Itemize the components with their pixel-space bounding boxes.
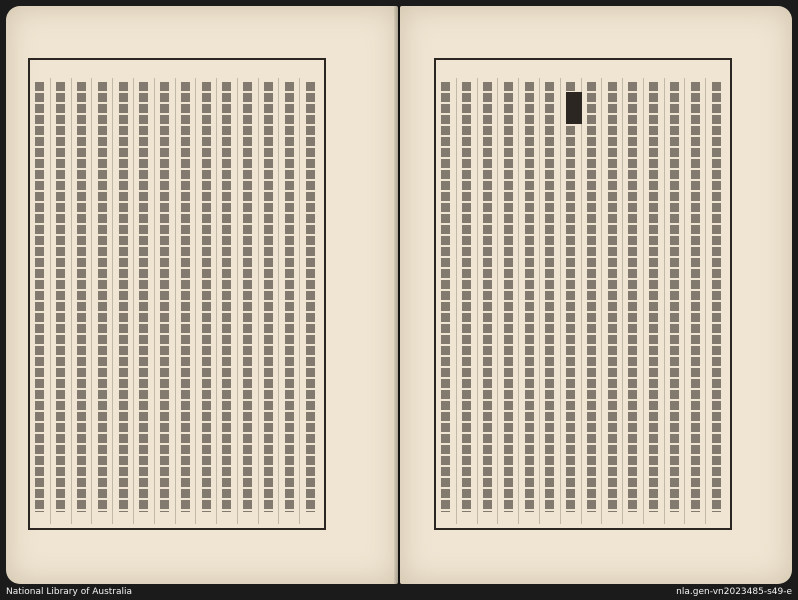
column-number [498, 64, 519, 76]
text-column [299, 78, 320, 524]
column-number [196, 64, 217, 76]
column-number [175, 64, 196, 76]
text-column [258, 78, 279, 524]
column-number [216, 64, 237, 76]
text-column [216, 78, 237, 524]
text-column [622, 78, 643, 524]
margin-heading [732, 62, 792, 532]
column-number [30, 64, 51, 76]
text-column [50, 78, 71, 524]
column-number [540, 64, 561, 76]
column-number [643, 64, 664, 76]
right-page [400, 6, 792, 584]
column-number [51, 64, 72, 76]
text-column [560, 78, 581, 524]
column-number [154, 64, 175, 76]
column-numbers [436, 64, 726, 76]
column-number [622, 64, 643, 76]
text-column [195, 78, 216, 524]
left-page [6, 6, 398, 584]
text-column [477, 78, 498, 524]
column-number [92, 64, 113, 76]
text-column [175, 78, 196, 524]
column-number [258, 64, 279, 76]
text-column [518, 78, 539, 524]
column-number [279, 64, 300, 76]
column-number [113, 64, 134, 76]
text-column [581, 78, 602, 524]
book-spread [6, 6, 792, 584]
text-column [643, 78, 664, 524]
column-number [664, 64, 685, 76]
column-number [560, 64, 581, 76]
body-text-columns [436, 78, 726, 524]
text-column [705, 78, 726, 524]
column-number [436, 64, 457, 76]
text-column [112, 78, 133, 524]
text-column [497, 78, 518, 524]
body-text-columns [30, 78, 320, 524]
text-column [91, 78, 112, 524]
text-column [154, 78, 175, 524]
text-column [601, 78, 622, 524]
column-number [299, 64, 320, 76]
column-number [134, 64, 155, 76]
text-column [133, 78, 154, 524]
text-column [237, 78, 258, 524]
text-column [30, 78, 50, 524]
column-numbers [30, 64, 320, 76]
column-number [581, 64, 602, 76]
column-number [477, 64, 498, 76]
column-number [71, 64, 92, 76]
column-number [705, 64, 726, 76]
text-column [71, 78, 92, 524]
column-number [237, 64, 258, 76]
catalog-id: nla.gen-vn2023485-s49-e [676, 587, 792, 597]
library-credit: National Library of Australia [6, 587, 133, 597]
text-column [436, 78, 456, 524]
text-column [278, 78, 299, 524]
margin-heading [328, 62, 388, 532]
chapter-verse-marker [566, 92, 582, 124]
text-column [664, 78, 685, 524]
column-number [685, 64, 706, 76]
text-column [539, 78, 560, 524]
column-number [519, 64, 540, 76]
column-number [457, 64, 478, 76]
column-number [602, 64, 623, 76]
text-column [684, 78, 705, 524]
text-column [456, 78, 477, 524]
